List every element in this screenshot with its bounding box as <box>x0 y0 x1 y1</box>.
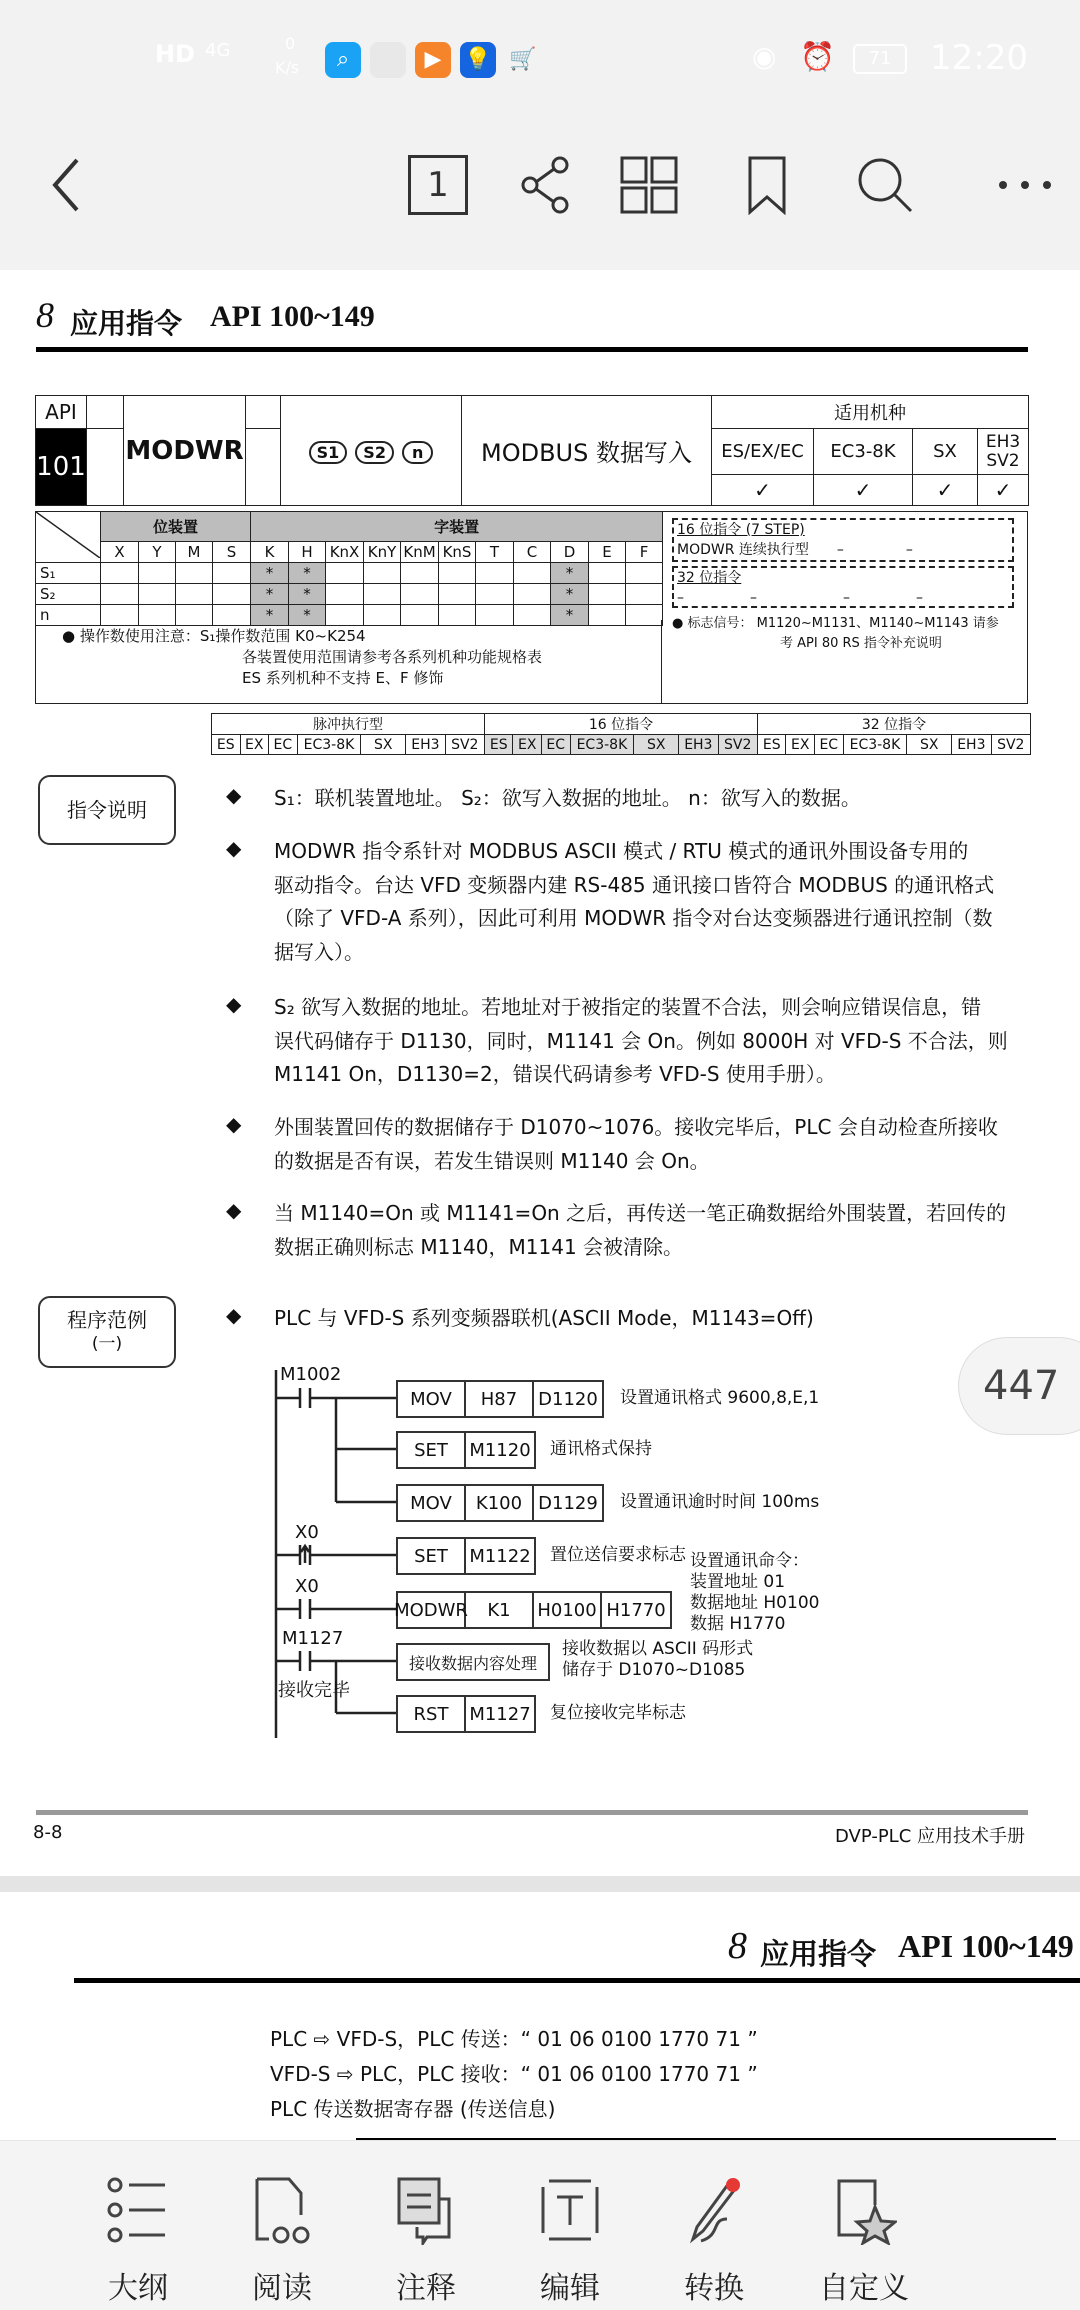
device-cell: * <box>551 584 589 605</box>
pulse-table <box>211 713 1031 755</box>
chapter-number: 8 <box>36 295 54 335</box>
signal-indicator: 4G <box>205 40 231 61</box>
instruction-cell: MODWR <box>398 1593 466 1627</box>
instruction-box <box>396 1484 604 1522</box>
instruction-name: MODBUS 数据写入 <box>462 396 712 506</box>
rung-comment: 设置通讯命令： 装置地址 01 数据地址 H0100 数据 H1770 <box>690 1551 820 1634</box>
read-icon <box>222 2175 342 2249</box>
eye-icon: ◉ <box>752 40 777 73</box>
device-cell: * <box>251 584 289 605</box>
device-cell: * <box>551 563 589 584</box>
device-cell <box>476 563 514 584</box>
description-line: 的数据是否有误，若发生错误则 M1140 会 On。 <box>274 1148 710 1173</box>
pulse-model: EH3 <box>679 735 718 755</box>
nav-label: 自定义 <box>819 2271 909 2306</box>
bullet-icon: ◆ <box>226 992 242 1016</box>
check: ✓ <box>712 475 814 506</box>
search-button[interactable] <box>850 150 920 220</box>
back-button[interactable] <box>32 150 102 220</box>
pulse-group: 16 位指令 <box>484 714 757 735</box>
search-icon <box>855 155 915 215</box>
nav-convert[interactable] <box>654 2175 774 2307</box>
pulse-model: SV2 <box>718 735 757 755</box>
model: EC3-8K <box>814 429 913 475</box>
bulb-app-icon: 💡 <box>460 42 496 78</box>
footer-rule <box>36 1810 1028 1815</box>
device-cell <box>364 584 401 605</box>
pulse-group: 脉冲执行型 <box>212 714 485 735</box>
device-cell <box>401 584 439 605</box>
model: EH3 SV2 <box>978 429 1029 475</box>
description-line: 外围装置回传的数据储存于 D1070~1076。接收完毕后，PLC 会自动检查所接收 <box>274 1115 998 1139</box>
check: ✓ <box>978 475 1029 506</box>
device-col: KnS <box>439 541 476 562</box>
device-col: Y <box>139 541 176 562</box>
device-col: S <box>213 541 251 562</box>
device-cell: * <box>251 605 289 626</box>
operand-row-label: n <box>36 605 101 626</box>
description-line: 数据正确则标志 M1140，M1141 会被清除。 <box>274 1234 684 1259</box>
instruction-cell: MOV <box>398 1382 466 1416</box>
description-line: M1141 On，D1130=2，错误代码请参考 VFD-S 使用手册）。 <box>274 1062 836 1086</box>
pulse-model: SX <box>361 735 406 755</box>
pulse-model: SX <box>634 735 679 755</box>
description-line: 当 M1140=On 或 M1141=On 之后，再传送一笔正确数据给外围装置，若回传的 <box>274 1201 1007 1225</box>
device-cell <box>364 563 401 584</box>
device-cell <box>626 563 663 584</box>
contact-label: M1002 <box>280 1364 342 1385</box>
more-button[interactable] <box>990 150 1060 220</box>
instruction-box <box>396 1431 536 1469</box>
device-cell <box>176 563 213 584</box>
description-line: 误代码储存于 D1130，同时，M1141 会 On。例如 8000H 对 VFD-S 不合法，则 <box>274 1028 1008 1053</box>
operands: S1 S2 n <box>281 396 462 506</box>
video-app-icon: ▶ <box>415 42 451 78</box>
instruction-box <box>396 1380 604 1418</box>
word-device-title: 字装置 <box>251 512 663 542</box>
bullet-icon: ◆ <box>226 1112 242 1136</box>
device-cell <box>589 584 626 605</box>
device-col: E <box>589 541 626 562</box>
outline-icon <box>78 2175 198 2249</box>
header-rule <box>36 347 1028 352</box>
net-speed-unit: K/s <box>275 58 300 77</box>
device-cell <box>514 563 551 584</box>
pulse-model: EX <box>240 735 269 755</box>
device-cell <box>476 584 514 605</box>
device-cell <box>176 584 213 605</box>
instruction-cell: M1127 <box>469 1703 531 1725</box>
pulse-model: EC <box>269 735 298 755</box>
instruction-cell: H0100 <box>534 1593 602 1627</box>
device-col: D <box>551 541 589 562</box>
instruction-cell: D1120 <box>538 1388 598 1410</box>
bit-device-title: 位装置 <box>101 512 251 542</box>
clock: 12:20 <box>930 38 1028 78</box>
footer-page: 8-8 <box>33 1822 63 1843</box>
device-col: KnY <box>364 541 401 562</box>
device-cell <box>213 563 251 584</box>
page-count-button[interactable]: 1 <box>403 150 473 220</box>
convert-icon <box>654 2175 774 2249</box>
contact-label: M1127 <box>282 1628 344 1649</box>
pulse-model: EC3-8K <box>570 735 634 755</box>
pulse-model: EC3-8K <box>297 735 361 755</box>
nav-label: 注释 <box>396 2271 456 2306</box>
chapter-api: API 100~149 <box>898 1928 1074 1964</box>
operand-notes: ● 操作数使用注意：S₁操作数范围 K0~K254 各装置使用范围请参考各系列机种功能规格表 ES 系列机种不支持 E、F 修饰 <box>62 627 543 687</box>
device-col: M <box>176 541 213 562</box>
device-cell <box>101 563 139 584</box>
section-label-description: 指令说明 <box>38 775 176 845</box>
nav-label: 转换 <box>684 2271 744 2306</box>
check: ✓ <box>814 475 913 506</box>
device-cell <box>101 584 139 605</box>
nav-label: 阅读 <box>252 2271 312 2306</box>
pulse-model: EC3-8K <box>843 735 907 755</box>
device-cell <box>439 584 476 605</box>
box-32bit: 32 位指令 – – – – <box>672 566 1014 608</box>
pulse-model: SV2 <box>445 735 484 755</box>
device-cell: * <box>289 584 326 605</box>
flag-signals: ● 标志信号： M1120~M1131、M1140~M1143 请参 考 API 80 RS 指令补充说明 <box>672 616 999 651</box>
instruction-box <box>396 1643 550 1681</box>
pulse-model: EH3 <box>406 735 445 755</box>
operand-row-label: S₁ <box>36 563 101 584</box>
bookmark-button[interactable] <box>732 150 802 220</box>
instruction-cell: K100 <box>466 1486 534 1520</box>
mnemonic: MODWR <box>124 396 246 506</box>
grid-icon <box>619 155 679 215</box>
contact-note: 接收完毕 <box>278 1680 350 1701</box>
device-cell <box>514 584 551 605</box>
device-cell <box>626 584 663 605</box>
instruction-cell: 接收数据内容处理 <box>408 1653 537 1673</box>
pulse-model: EC <box>815 735 844 755</box>
alarm-icon: ⏰ <box>800 40 835 73</box>
instruction-cell: MOV <box>398 1486 466 1520</box>
pulse-model: SX <box>907 735 952 755</box>
description-line: S₁：联机装置地址。 S₂：欲写入数据的地址。 n：欲写入的数据。 <box>274 786 861 810</box>
search-app-icon: ⌕ <box>325 42 361 78</box>
models-title: 适用机种 <box>712 396 1029 429</box>
device-cell: * <box>251 563 289 584</box>
instruction-box <box>396 1695 536 1733</box>
rung-comment: 设置通讯格式 9600,8,E,1 <box>620 1388 820 1408</box>
contact-label: X0 <box>295 1522 319 1543</box>
box-16bit: 16 位指令 (7 STEP) MODWR 连续执行型 – – <box>672 518 1014 562</box>
cart-icon: 🛒 <box>509 47 537 72</box>
device-col: T <box>476 541 514 562</box>
instruction-table <box>35 395 1029 506</box>
device-table <box>35 511 663 626</box>
device-cell <box>139 584 176 605</box>
instruction-cell: H87 <box>466 1382 534 1416</box>
description-line: （除了 VFD-A 系列），因此可利用 MODWR 指令对台达变频器进行通讯控制（数 <box>274 906 993 930</box>
device-cell <box>439 563 476 584</box>
bullet-icon: ◆ <box>226 1303 242 1327</box>
page-separator <box>0 1876 1080 1892</box>
instruction-cell: SET <box>398 1539 466 1573</box>
ladder-diagram <box>260 1360 880 1750</box>
net-speed: 0 <box>285 34 296 53</box>
bullet-icon: ◆ <box>226 783 242 807</box>
instruction-box <box>396 1591 672 1629</box>
instruction-cell: SET <box>398 1433 466 1467</box>
rung-comment: 复位接收完毕标志 <box>550 1703 686 1723</box>
instruction-cell: K1 <box>466 1593 534 1627</box>
share-button[interactable] <box>510 150 580 220</box>
device-cell <box>326 563 364 584</box>
api-number: 101 <box>36 429 87 506</box>
diagonal-cell <box>36 512 101 563</box>
example-text: PLC 与 VFD-S 系列变频器联机(ASCII Mode，M1143=Off) <box>274 1306 814 1330</box>
device-col: K <box>251 541 289 562</box>
chapter-title: 应用指令 <box>70 307 183 340</box>
bullet-icon: ◆ <box>226 836 242 860</box>
contact-label: X0 <box>295 1576 319 1597</box>
description-line: 据写入）。 <box>274 939 364 964</box>
pulse-model: ES <box>757 735 786 755</box>
chapter-api: API 100~149 <box>210 300 375 333</box>
nav-annotate[interactable] <box>366 2175 486 2307</box>
device-col: H <box>289 541 326 562</box>
device-cell: * <box>551 605 589 626</box>
device-col: X <box>101 541 139 562</box>
pulse-group: 32 位指令 <box>757 714 1030 735</box>
share-icon <box>518 155 572 215</box>
pulse-model: SV2 <box>991 735 1030 755</box>
instruction-cell: H1770 <box>606 1599 666 1621</box>
instruction-box <box>396 1537 536 1575</box>
pulse-model: EX <box>786 735 815 755</box>
page2-text: PLC ⇨ VFD-S，PLC 传送：“ 01 06 0100 1770 71 ” VFD-S ⇨ PLC，PLC 接收：“ 01 06 0100 1770 71 ” PLC 传送数据寄存器 (传送信息) <box>270 2027 758 2121</box>
description-line: S₂ 欲写入数据的地址。若地址对于被指定的装置不合法，则会响应错误信息，错 <box>274 995 982 1019</box>
pulse-model: EX <box>513 735 542 755</box>
description-line: MODWR 指令系针对 MODBUS ASCII 模式 / RTU 模式的通讯外围设备专用的 <box>274 839 969 863</box>
device-cell <box>401 563 439 584</box>
browser-app-icon <box>370 42 406 78</box>
instruction-cell: RST <box>398 1697 466 1731</box>
section-label-example: 程序范例 (一) <box>38 1296 176 1368</box>
rung-comment: 设置通讯逾时时间 100ms <box>620 1492 820 1512</box>
page-number-bubble[interactable]: 447 <box>958 1337 1080 1435</box>
rung-comment: 通讯格式保持 <box>550 1439 652 1459</box>
device-cell: * <box>289 563 326 584</box>
rung-comment: 接收数据以 ASCII 码形式 储存于 D1070~D1085 <box>562 1639 754 1680</box>
device-cell <box>326 584 364 605</box>
device-cell <box>139 563 176 584</box>
model: SX <box>913 429 978 475</box>
rung-comment: 置位送信要求标志 <box>550 1545 686 1565</box>
instruction-cell: M1120 <box>469 1439 531 1461</box>
chevron-left-icon <box>47 155 87 215</box>
hd-indicator: HD <box>155 40 196 68</box>
pulse-model: ES <box>212 735 241 755</box>
chapter-title: 应用指令 <box>760 1937 877 1971</box>
device-col: KnX <box>326 541 364 562</box>
device-col: F <box>626 541 663 562</box>
device-col: C <box>514 541 551 562</box>
more-icon <box>995 175 1055 195</box>
device-col: KnM <box>401 541 439 562</box>
edit-icon <box>510 2175 630 2249</box>
nav-label: 大纲 <box>108 2271 168 2306</box>
nav-label: 编辑 <box>540 2271 600 2306</box>
battery-indicator: 71 <box>853 44 907 74</box>
footer-book: DVP-PLC 应用技术手册 <box>835 1826 1025 1847</box>
bullet-icon: ◆ <box>226 1198 242 1222</box>
pulse-model: EC <box>541 735 570 755</box>
header-rule <box>74 1978 1080 1983</box>
customize-icon <box>804 2175 924 2249</box>
operand-row-label: S₂ <box>36 584 101 605</box>
pulse-model: ES <box>484 735 513 755</box>
device-cell <box>589 563 626 584</box>
nav-edit[interactable] <box>510 2175 630 2307</box>
model: ES/EX/EC <box>712 429 814 475</box>
device-cell <box>213 584 251 605</box>
check: ✓ <box>913 475 978 506</box>
chapter-number: 8 <box>728 1925 747 1967</box>
api-label: API <box>36 396 87 429</box>
nav-read[interactable] <box>222 2175 342 2307</box>
instruction-cell: D1129 <box>538 1492 598 1514</box>
nav-outline[interactable] <box>78 2175 198 2307</box>
bookmark-icon <box>745 155 789 215</box>
description-line: 驱动指令。台达 VFD 变频器内建 RS-485 通讯接口皆符合 MODBUS 的通讯格式 <box>274 872 995 897</box>
pulse-model: EH3 <box>952 735 991 755</box>
nav-customize[interactable] <box>804 2175 924 2307</box>
instruction-cell: M1122 <box>469 1545 531 1567</box>
annotate-icon <box>366 2175 486 2249</box>
device-cell: * <box>289 605 326 626</box>
thumbnails-button[interactable] <box>614 150 684 220</box>
